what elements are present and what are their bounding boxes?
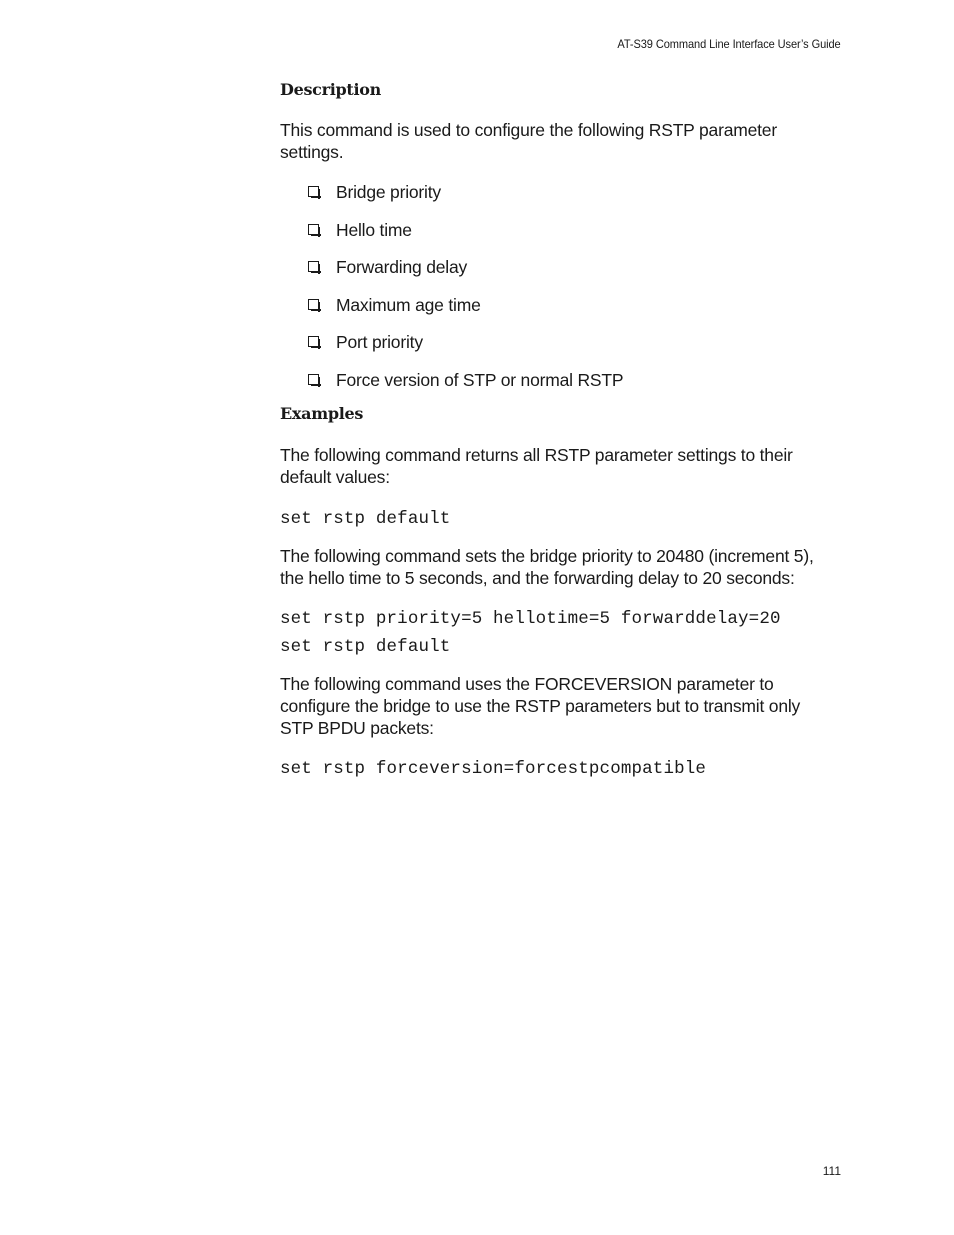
- examples-heading: Examples: [280, 404, 364, 423]
- example1-text: The following command returns all RSTP parameter settings to their default values:: [280, 445, 793, 487]
- example3-text: The following command uses the FORCEVERSION parameter to configure the bridge to use the RSTP parameters but to transmit only STP BPDU packets:: [280, 674, 801, 738]
- checkbox-bullet-icon: [308, 261, 319, 272]
- checkbox-bullet-icon: [308, 299, 319, 310]
- list-item-label: Maximum age time: [336, 294, 481, 315]
- list-item: [280, 256, 840, 294]
- example2-text: The following command sets the bridge priority to 20480 (increment 5), the hello time to 5 seconds, and the forwarding delay to 20 seconds:: [280, 546, 814, 588]
- list-item-label: Port priority: [336, 332, 423, 352]
- running-header: AT-S39 Command Line Interface User’s Guide: [617, 37, 841, 51]
- checkbox-bullet-icon: [308, 336, 319, 347]
- list-item-label: Hello time: [336, 219, 412, 240]
- list-item-label: Force version of STP or normal RSTP: [336, 369, 624, 390]
- list-item-label: Forwarding delay: [336, 257, 468, 277]
- example2-code-line2: set rstp default: [280, 637, 451, 657]
- page-content: [280, 78, 840, 780]
- checkbox-bullet-icon: [308, 224, 319, 235]
- list-item: [280, 219, 840, 257]
- list-item: [280, 331, 840, 369]
- description-heading: Description: [280, 80, 381, 99]
- description-intro: This command is used to configure the following RSTP parameter settings.: [280, 120, 777, 162]
- list-item-label: Bridge priority: [336, 182, 441, 202]
- list-item: [280, 181, 840, 219]
- checkbox-bullet-icon: [308, 374, 319, 385]
- list-item: [280, 294, 840, 332]
- example2-code-line1: set rstp priority=5 hellotime=5 forwarddelay=20: [280, 609, 781, 629]
- example1-code: set rstp default: [280, 509, 451, 529]
- checkbox-bullet-icon: [308, 186, 319, 197]
- parameter-list: [280, 181, 840, 406]
- list-item: [280, 369, 840, 407]
- page-number: 111: [822, 1164, 841, 1178]
- example3-code: set rstp forceversion=forcestpcompatible: [280, 759, 707, 779]
